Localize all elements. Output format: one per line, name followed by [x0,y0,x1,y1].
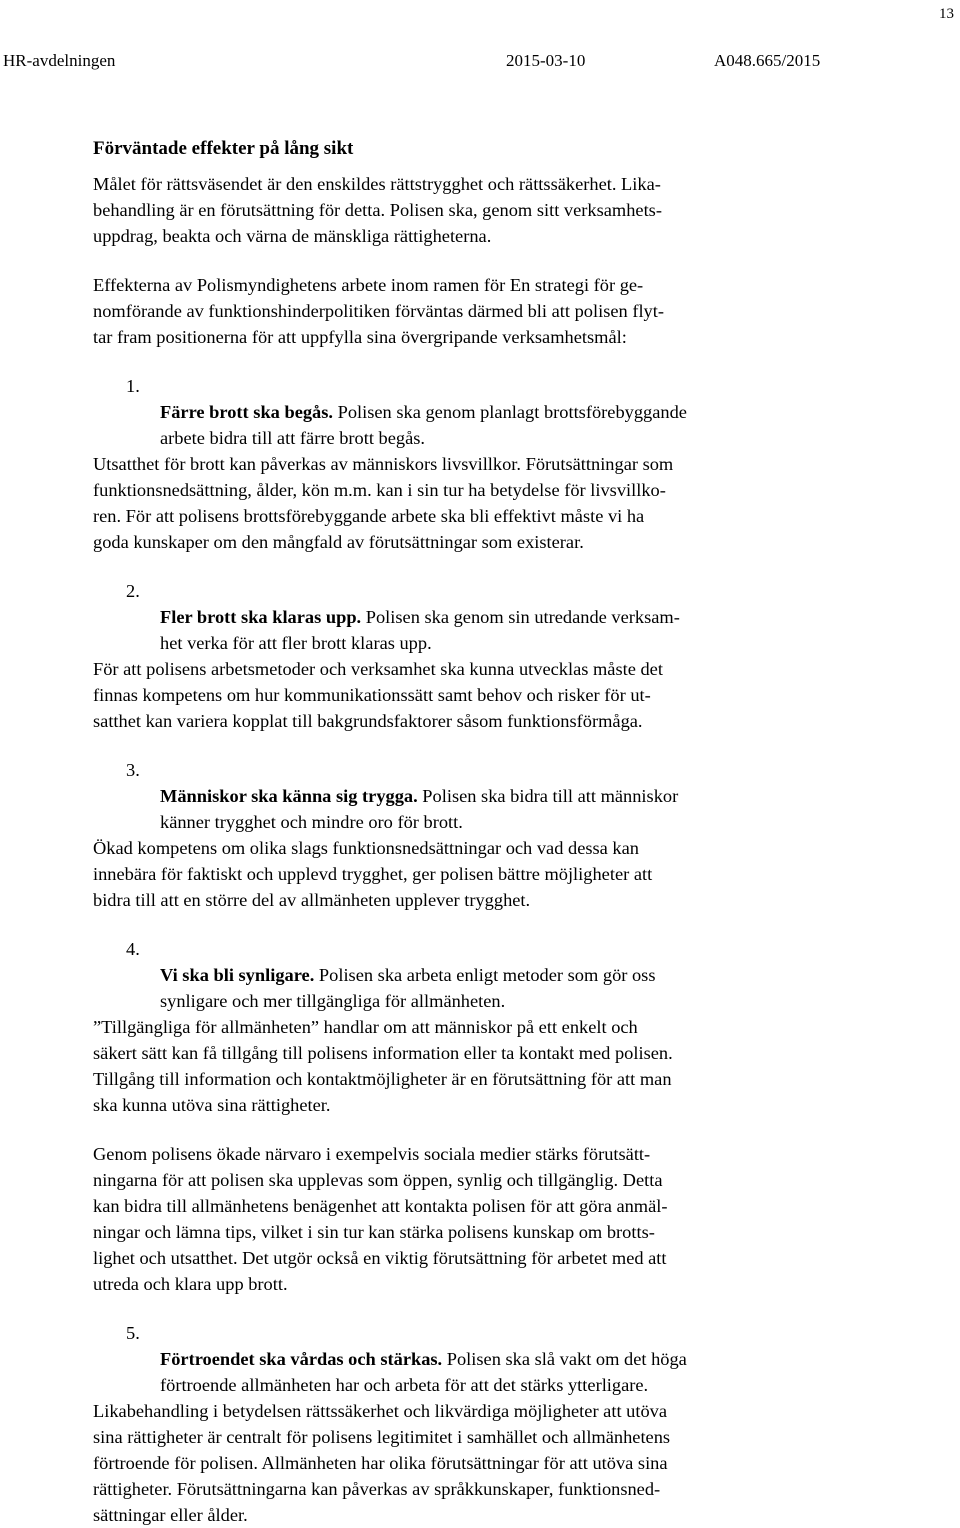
goal-item-1 [93,373,813,451]
goal-item-4 [93,936,813,1014]
goal-text: Polisen ska bidra till att människor känner trygghet och mindre oro för brott. [160,786,679,832]
goal-3-paragraph: Ökad kompetens om olika slags funktionsnedsättningar och vad dessa kan innebära för faktiskt och upplevd trygghet, ger polisen bättre möjligheter att bidra till att en större del av allmänheten upplever trygghet. [93,838,653,910]
goal-text: Polisen ska genom planlagt brottsförebyggande arbete bidra till att färre brott begås. [160,402,687,448]
goal-4-paragraph-1: ”Tillgängliga för allmänheten” handlar om att människor på ett enkelt och säkert sätt kan få tillgång till polisens information eller ta kontakt med polisen. Tillgång till information och kontaktmöjligheter är en förutsättning för att man ska kunna utöva sina rättigheter. [93,1017,673,1115]
page-number: 13 [939,6,954,22]
goal-title: Människor ska känna sig trygga. [160,786,418,806]
goal-item-2 [93,578,813,656]
goal-item-3 [93,757,813,835]
header-department: HR-avdelningen [3,51,116,70]
header-date: 2015-03-10 [506,51,586,70]
goal-number: 3. [126,760,140,780]
header-reference: A048.665/2015 [714,51,821,70]
goal-1-paragraph: Utsatthet för brott kan påverkas av människors livsvillkor. Förutsättningar som funktionsnedsättning, ålder, kön m.m. kan i sin tur ha betydelse för livsvillko- ren. För att polisens brottsförebyggande arbete ska bli effektivt måste vi ha goda kunskaper om den mångfald av förutsättningar som existerar. [93,454,674,552]
goal-title: Färre brott ska begås. [160,402,333,422]
goal-number: 2. [126,581,140,601]
goal-2-paragraph: För att polisens arbetsmetoder och verksamhet ska kunna utvecklas måste det finnas kompetens om hur kommunikationssätt samt behov och risker för ut- satthet kan variera kopplat till bakgrundsfaktorer såsom funktionsförmåga. [93,659,663,731]
goal-title: Fler brott ska klaras upp. [160,607,362,627]
goal-number: 5. [126,1323,140,1343]
goal-5-paragraph: Likabehandling i betydelsen rättssäkerhet och likvärdiga möjligheter att utöva sina rättigheter är centralt för polisens legitimitet i samhället och allmänhetens förtroende för polisen. Allmänheten har olika förutsättningar för att utöva sina rättigheter. Förutsättningarna kan påverkas av språkkunskaper, funktionsned- sättningar eller ålder. [93,1401,671,1525]
section-heading: Förväntade effekter på lång sikt [93,138,354,159]
intro-paragraph-1: Målet för rättsväsendet är den enskildes rättstrygghet och rättssäkerhet. Lika- behandling är en förutsättning för detta. Polisen ska, genom sitt verksamhets- uppdrag, beakta och värna de mänskliga rättigheterna. [93,174,662,246]
goal-4-paragraph-2: Genom polisens ökade närvaro i exempelvis sociala medier stärks förutsätt- ningarna för att polisen ska upplevas som öppen, synlig och tillgänglig. Detta kan bidra till allmänhetens benägenhet att kontakta polisen för att göra anmäl- ningar och lämna tips, vilket i sin tur kan stärka polisens kunskap om brotts- lighet och utsatthet. Det utgör också en viktig förutsättning för arbetet med att utreda och klara upp brott. [93,1144,668,1294]
intro-paragraph-2: Effekterna av Polismyndighetens arbete inom ramen för En strategi för ge- nomförande av funktionshinderpolitiken förväntas därmed bli att polisen flyt- tar fram positionerna för att uppfylla sina övergripande verksamhetsmål: [93,275,664,347]
goal-item-5 [93,1320,813,1398]
goal-text: Polisen ska slå vakt om det höga förtroende allmänheten har och arbeta för att det stärks ytterligare. [160,1349,687,1395]
document-body [93,136,813,1528]
goal-text: Polisen ska arbeta enligt metoder som gör oss synligare och mer tillgängliga för allmänheten. [160,965,656,1011]
goal-text: Polisen ska genom sin utredande verksam- het verka för att fler brott klaras upp. [160,607,680,653]
goal-title: Förtroendet ska vårdas och stärkas. [160,1349,443,1369]
goal-number: 1. [126,376,140,396]
goal-number: 4. [126,939,140,959]
goal-title: Vi ska bli synligare. [160,965,315,985]
